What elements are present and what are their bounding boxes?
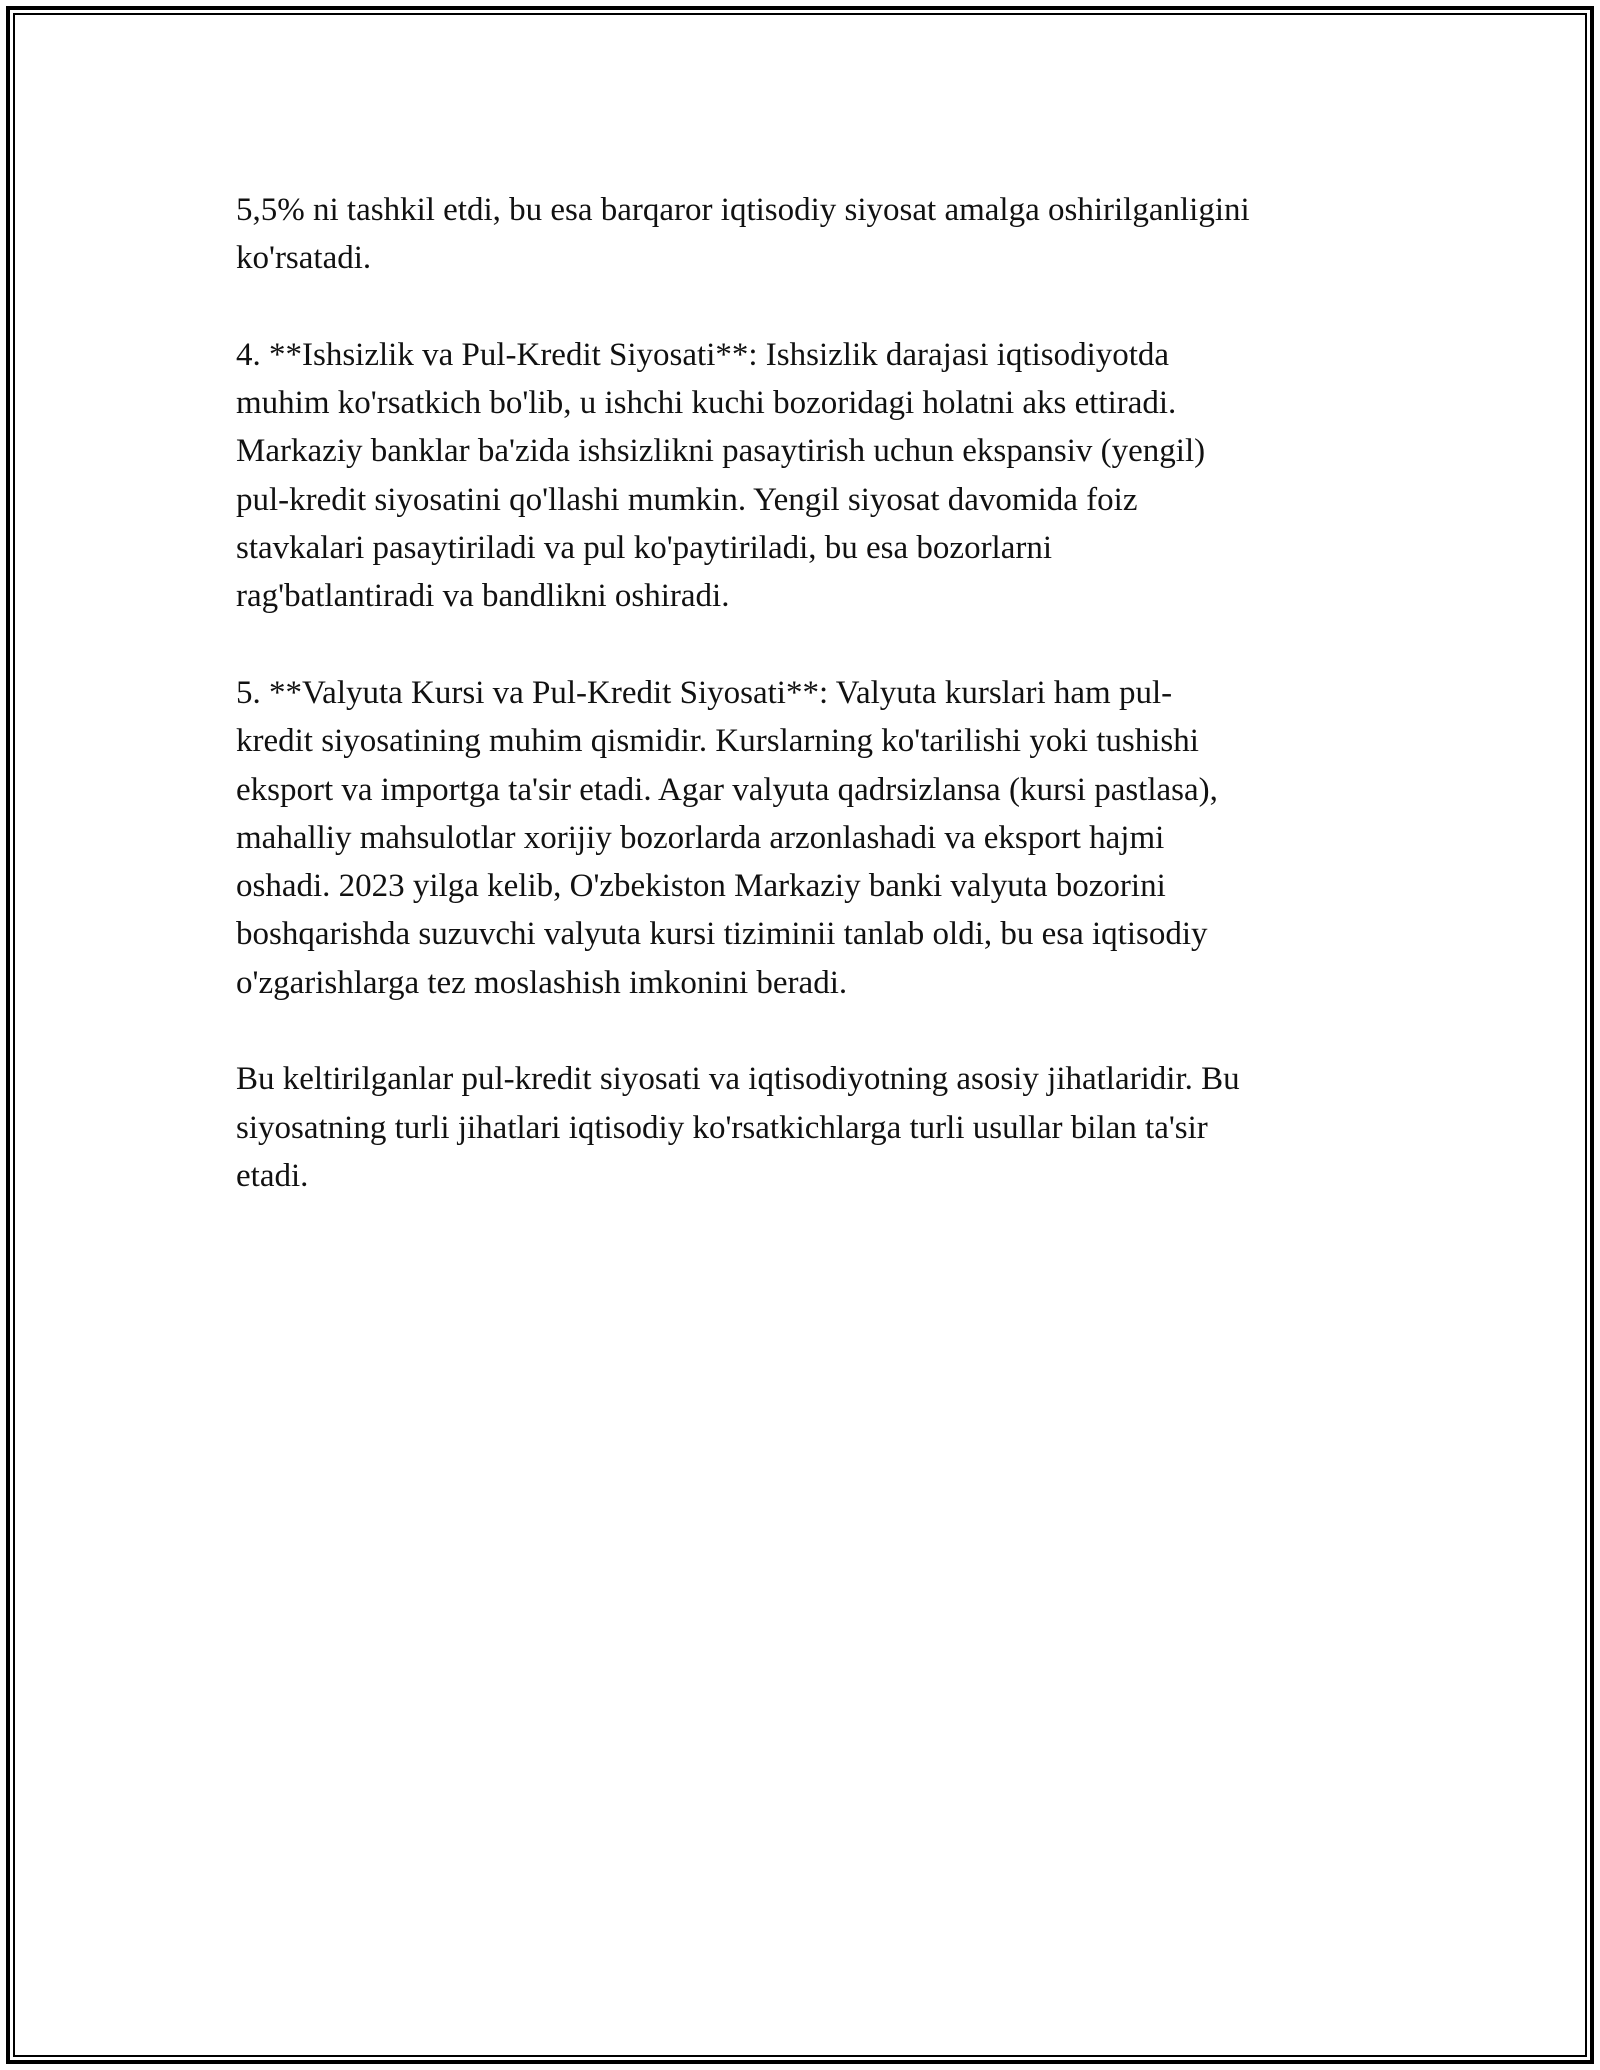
- paragraph-unemployment: 4. **Ishsizlik va Pul-Kredit Siyosati**: Ishsizlik darajasi iqtisodiyotda muhim ko'rsatkich bo'lib, u ishchi kuchi bozoridagi holatni aks ettiradi. Markaziy banklar ba'zida ishsizlikni pasaytirish uchun ekspansiv (yengil) pul-kredit siyosatini qo'llashi mumkin. Yengil siyosat davomida foiz stavkalari pasaytiriladi va pul ko'paytiriladi, bu esa bozorlarni rag'batlantiradi va bandlikni oshiradi.: [236, 336, 1206, 615]
- paragraph-conclusion: Bu keltirilganlar pul-kredit siyosati va iqtisodiyotning asosiy jihatlaridir. Bu siyosatning turli jihatlari iqtisodiy ko'rsatkichlarga turli usullar bilan ta'sir etadi.: [236, 1061, 1240, 1194]
- paragraph-exchange-rate: 5. **Valyuta Kursi va Pul-Kredit Siyosati**: Valyuta kurslari ham pul- kredit siyosatining muhim qismidir. Kurslarning ko'tarilishi yoki tushishi eksport va importga ta'sir etadi. Agar valyuta qadrsizlansa (kursi pastlasa), mahalliy mahsulotlar xorijiy bozorlarda arzonlashadi va eksport hajmi oshadi. 2023 yilga kelib, O'zbekiston Markaziy banki valyuta bozorini boshqarishda suzuvchi valyuta kursi tiziminii tanlab oldi, bu esa iqtisodiy o'zgarishlarga tez moslashish imkonini beradi.: [236, 674, 1218, 1001]
- paragraph-continuation: 5,5% ni tashkil etdi, bu esa barqaror iqtisodiy siyosat amalga oshirilganligini ko'rsatadi.: [236, 192, 1250, 277]
- document-body: [236, 186, 1386, 1249]
